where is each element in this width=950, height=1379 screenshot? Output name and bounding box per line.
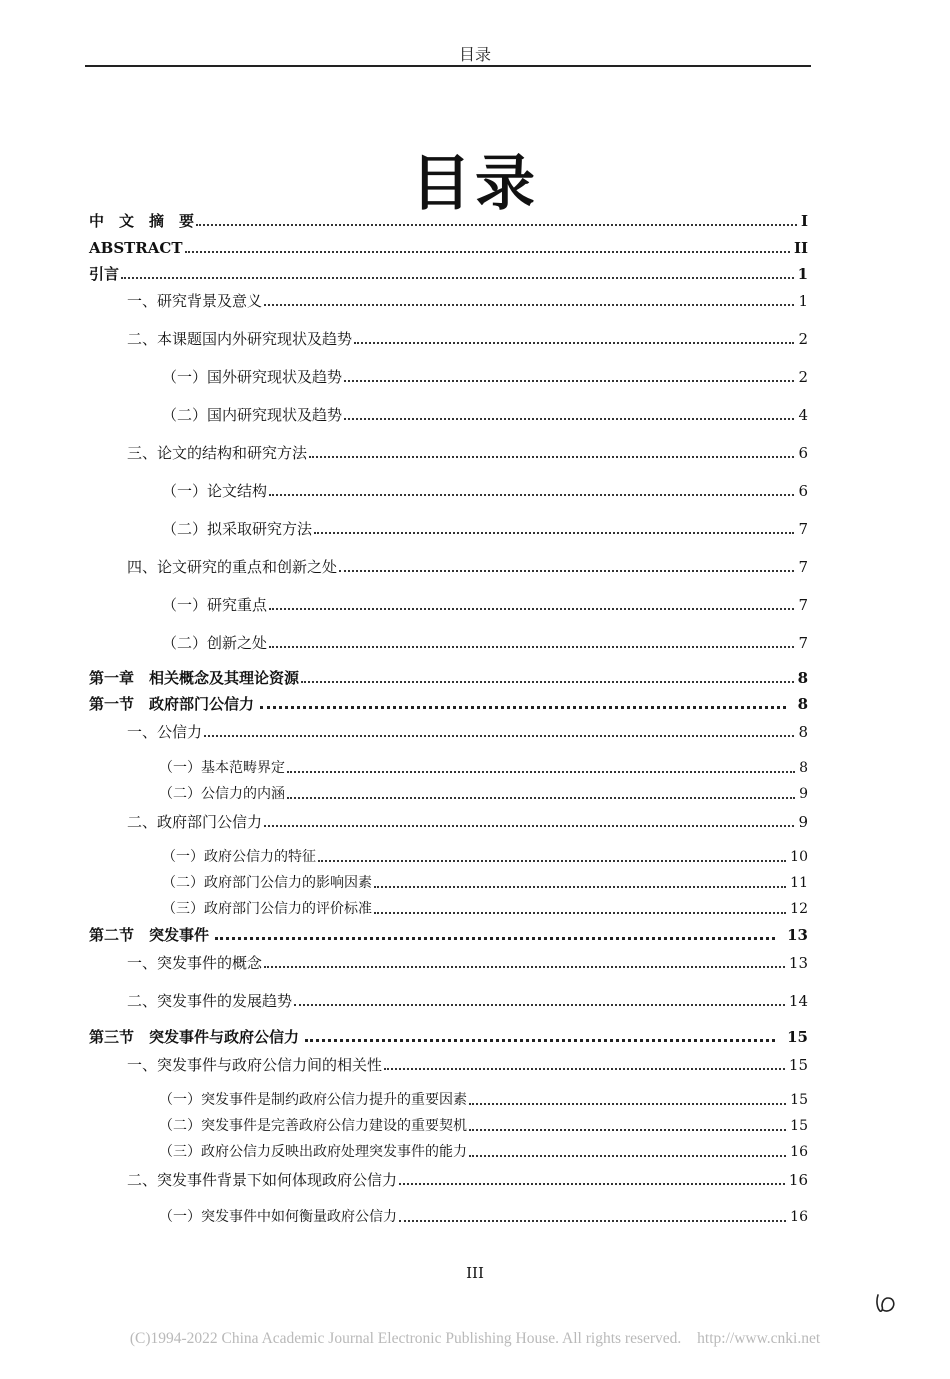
toc-page: 12 — [790, 901, 808, 917]
toc-leader — [185, 251, 790, 253]
toc-page: 16 — [788, 1171, 808, 1189]
toc-label: 引言 — [89, 265, 120, 283]
toc-entry[interactable] — [162, 595, 808, 615]
toc-label: 一、突发事件的概念 — [127, 954, 263, 972]
toc-entry[interactable] — [162, 873, 808, 893]
toc-page: 7 — [798, 558, 808, 576]
toc-entry[interactable] — [162, 899, 808, 919]
toc-label: 三、论文的结构和研究方法 — [127, 444, 308, 462]
toc-label: （二）国内研究现状及趋势 — [162, 406, 343, 424]
table-of-contents — [0, 209, 950, 1239]
page-title: 目录 — [411, 149, 539, 219]
toc-leader — [344, 380, 794, 382]
toc-entry[interactable] — [127, 953, 808, 973]
toc-page: 8 — [799, 760, 808, 776]
toc-page: 9 — [798, 813, 808, 831]
toc-label: （三）政府部门公信力的评价标准 — [162, 901, 372, 917]
toc-page: 16 — [790, 1144, 808, 1160]
toc-label: ABSTRACT — [89, 239, 183, 257]
toc-entry[interactable] — [159, 1090, 808, 1110]
toc-page: 15 — [790, 1092, 808, 1108]
toc-entry[interactable] — [159, 1116, 808, 1136]
toc-entry[interactable] — [89, 1027, 808, 1047]
toc-leader — [269, 646, 794, 648]
toc-label: （一）突发事件中如何衡量政府公信力 — [159, 1209, 397, 1225]
toc-label: 一、公信力 — [127, 723, 203, 741]
toc-label: 四、论文研究的重点和创新之处 — [127, 558, 338, 576]
toc-entry[interactable] — [127, 1055, 808, 1075]
toc-leader — [264, 304, 794, 306]
toc-page: 13 — [788, 954, 808, 972]
toc-page: 7 — [798, 520, 808, 538]
page-number: III — [466, 1264, 484, 1282]
toc-entry[interactable] — [159, 1207, 808, 1227]
toc-leader — [260, 706, 786, 709]
toc-leader — [269, 608, 794, 610]
toc-label: （一）政府公信力的特征 — [162, 849, 316, 865]
toc-entry[interactable] — [127, 443, 808, 463]
toc-page: II — [793, 239, 808, 257]
toc-entry[interactable] — [162, 519, 808, 539]
toc-leader — [318, 860, 786, 862]
toc-page: 6 — [798, 444, 808, 462]
toc-label: 二、本课题国内外研究现状及趋势 — [127, 330, 353, 348]
toc-label: 二、政府部门公信力 — [127, 813, 263, 831]
toc-entry[interactable] — [127, 991, 808, 1011]
toc-leader — [374, 912, 786, 914]
toc-leader — [287, 797, 795, 799]
toc-entry[interactable] — [127, 812, 808, 832]
toc-entry[interactable] — [89, 264, 808, 284]
toc-leader — [309, 456, 794, 458]
toc-page: 6 — [798, 482, 808, 500]
toc-leader — [196, 224, 797, 226]
toc-page: 15 — [790, 1118, 808, 1134]
toc-page: 16 — [790, 1209, 808, 1225]
toc-entry[interactable] — [127, 291, 808, 311]
toc-page: 1 — [798, 292, 808, 310]
toc-leader — [384, 1068, 785, 1070]
toc-entry[interactable] — [89, 668, 808, 688]
source-url[interactable]: http://www.cnki.net — [697, 1330, 821, 1347]
running-header: 目录 — [458, 45, 491, 64]
toc-leader — [339, 570, 794, 572]
toc-leader — [314, 532, 794, 534]
toc-leader — [264, 966, 785, 968]
toc-label: 第一章 相关概念及其理论资源 — [89, 669, 300, 687]
toc-entry[interactable] — [89, 211, 808, 231]
toc-leader — [399, 1183, 785, 1185]
toc-label: （一）研究重点 — [162, 596, 268, 614]
toc-label: 二、突发事件背景下如何体现政府公信力 — [127, 1171, 398, 1189]
toc-label: （二）创新之处 — [162, 634, 268, 652]
toc-leader — [121, 277, 794, 279]
toc-leader — [264, 825, 794, 827]
toc-page: 8 — [797, 669, 808, 687]
toc-leader — [287, 771, 795, 773]
toc-page: 9 — [799, 786, 808, 802]
toc-page: 11 — [790, 875, 808, 891]
toc-entry[interactable] — [127, 329, 808, 349]
toc-label: （二）政府部门公信力的影响因素 — [162, 875, 372, 891]
toc-leader — [215, 937, 775, 940]
toc-leader — [469, 1155, 786, 1157]
toc-label: （一）突发事件是制约政府公信力提升的重要因素 — [159, 1092, 467, 1108]
toc-label: 第三节 突发事件与政府公信力 — [89, 1028, 300, 1046]
toc-entry[interactable] — [159, 1142, 808, 1162]
toc-page: 1 — [797, 265, 808, 283]
toc-entry[interactable] — [159, 784, 808, 804]
toc-page: 2 — [798, 368, 808, 386]
toc-page: 8 — [798, 723, 808, 741]
toc-leader — [204, 735, 794, 737]
toc-label: （一）基本范畴界定 — [159, 760, 285, 776]
toc-page: 13 — [787, 926, 808, 944]
toc-entry[interactable] — [89, 925, 808, 945]
toc-label: 一、突发事件与政府公信力间的相关性 — [127, 1056, 383, 1074]
toc-label: 一、研究背景及意义 — [127, 292, 263, 310]
toc-label: 第二节 突发事件 — [89, 926, 210, 944]
toc-label: （一）论文结构 — [162, 482, 268, 500]
toc-page: 8 — [797, 695, 808, 713]
toc-leader — [374, 886, 786, 888]
toc-entry[interactable] — [127, 557, 808, 577]
footer-copyright — [0, 1330, 950, 1348]
toc-leader — [469, 1129, 786, 1131]
toc-label: （一）国外研究现状及趋势 — [162, 368, 343, 386]
toc-leader — [469, 1103, 786, 1105]
toc-entry[interactable] — [89, 694, 808, 714]
toc-page: 7 — [798, 634, 808, 652]
toc-label: （二）突发事件是完善政府公信力建设的重要契机 — [159, 1118, 467, 1134]
toc-leader — [305, 1039, 775, 1042]
toc-entry[interactable] — [127, 1170, 808, 1190]
toc-label: （二）拟采取研究方法 — [162, 520, 313, 538]
toc-entry[interactable] — [162, 405, 808, 425]
toc-page: 15 — [787, 1028, 808, 1046]
toc-entry[interactable] — [89, 238, 808, 258]
header-rule — [85, 65, 811, 67]
toc-leader — [301, 681, 794, 683]
toc-leader — [399, 1220, 786, 1222]
toc-label: 第一节 政府部门公信力 — [89, 695, 255, 713]
toc-label: （三）政府公信力反映出政府处理突发事件的能力 — [159, 1144, 467, 1160]
toc-entry[interactable] — [162, 633, 808, 653]
toc-entry[interactable] — [127, 722, 808, 742]
toc-page: 7 — [798, 596, 808, 614]
toc-label: 中 文 摘 要 — [89, 212, 195, 230]
toc-label: （二）公信力的内涵 — [159, 786, 285, 802]
toc-entry[interactable] — [159, 758, 808, 778]
toc-leader — [354, 342, 794, 344]
toc-page: 2 — [798, 330, 808, 348]
toc-page: 4 — [798, 406, 808, 424]
toc-entry[interactable] — [162, 481, 808, 501]
toc-label: 二、突发事件的发展趋势 — [127, 992, 293, 1010]
toc-leader — [294, 1004, 785, 1006]
toc-leader — [269, 494, 794, 496]
toc-page: 15 — [788, 1056, 808, 1074]
toc-page: 10 — [790, 849, 808, 865]
toc-page: I — [800, 212, 808, 230]
copyright-text: (C)1994-2022 China Academic Journal Electronic Publishing House. All rights reserved. — [129, 1330, 682, 1347]
toc-leader — [344, 418, 794, 420]
toc-page: 14 — [788, 992, 808, 1010]
toc-entry[interactable] — [162, 367, 808, 387]
handwritten-mark-icon — [874, 1292, 898, 1314]
toc-entry[interactable] — [162, 847, 808, 867]
